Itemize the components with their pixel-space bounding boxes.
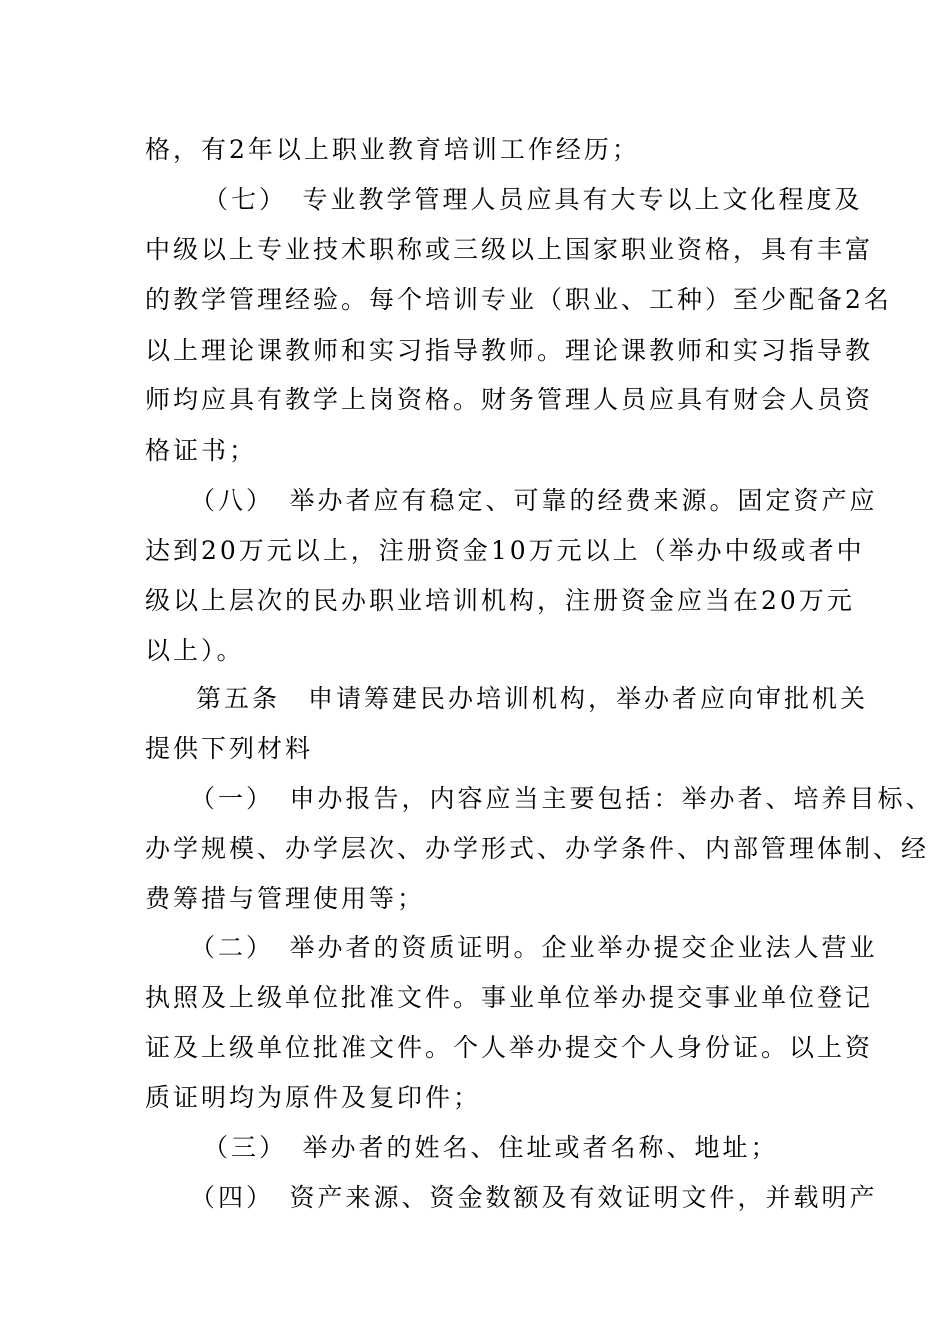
text-line: 达到20万元以上，注册资金10万元以上（举办中级或者中 — [145, 536, 865, 565]
text-line: 格，有2年以上职业教育培训工作经历； — [145, 135, 640, 164]
text-line: 级以上层次的民办职业培训机构，注册资金应当在20万元 — [145, 586, 855, 615]
text-line: 的教学管理经验。每个培训专业（职业、工种）至少配备2名 — [145, 285, 892, 314]
text-line: （一） 申办报告，内容应当主要包括：举办者、培养目标、 — [190, 784, 934, 813]
text-line: 执照及上级单位批准文件。事业单位举办提交事业单位登记 — [145, 983, 874, 1012]
text-line: 提供下列材料 — [145, 734, 314, 763]
text-line: （四） 资产来源、资金数额及有效证明文件，并载明产 — [190, 1183, 878, 1212]
text-line: 办学规模、办学层次、办学形式、办学条件、内部管理体制、经 — [145, 834, 930, 863]
text-line: 第五条 申请筹建民办培训机构，举办者应向审批机关 — [196, 684, 869, 713]
text-line: 以上理论课教师和实习指导教师。理论课教师和实习指导教 — [145, 336, 874, 365]
text-line: 以上）。 — [145, 636, 245, 665]
text-line: （七） 专业教学管理人员应具有大专以上文化程度及 — [203, 185, 863, 214]
text-line: 质证明均为原件及复印件； — [145, 1083, 482, 1112]
text-line: （二） 举办者的资质证明。企业举办提交企业法人营业 — [190, 933, 878, 962]
text-line: 费筹措与管理使用等； — [145, 884, 426, 913]
text-line: （三） 举办者的姓名、住址或者名称、地址； — [203, 1133, 779, 1162]
text-line: （八） 举办者应有稳定、可靠的经费来源。固定资产应 — [190, 486, 878, 515]
text-line: 师均应具有教学上岗资格。财务管理人员应具有财会人员资 — [145, 385, 874, 414]
text-line: 证及上级单位批准文件。个人举办提交个人身份证。以上资 — [145, 1033, 874, 1062]
text-line: 格证书； — [145, 436, 258, 465]
text-line: 中级以上专业技术职称或三级以上国家职业资格，具有丰富 — [145, 235, 874, 264]
